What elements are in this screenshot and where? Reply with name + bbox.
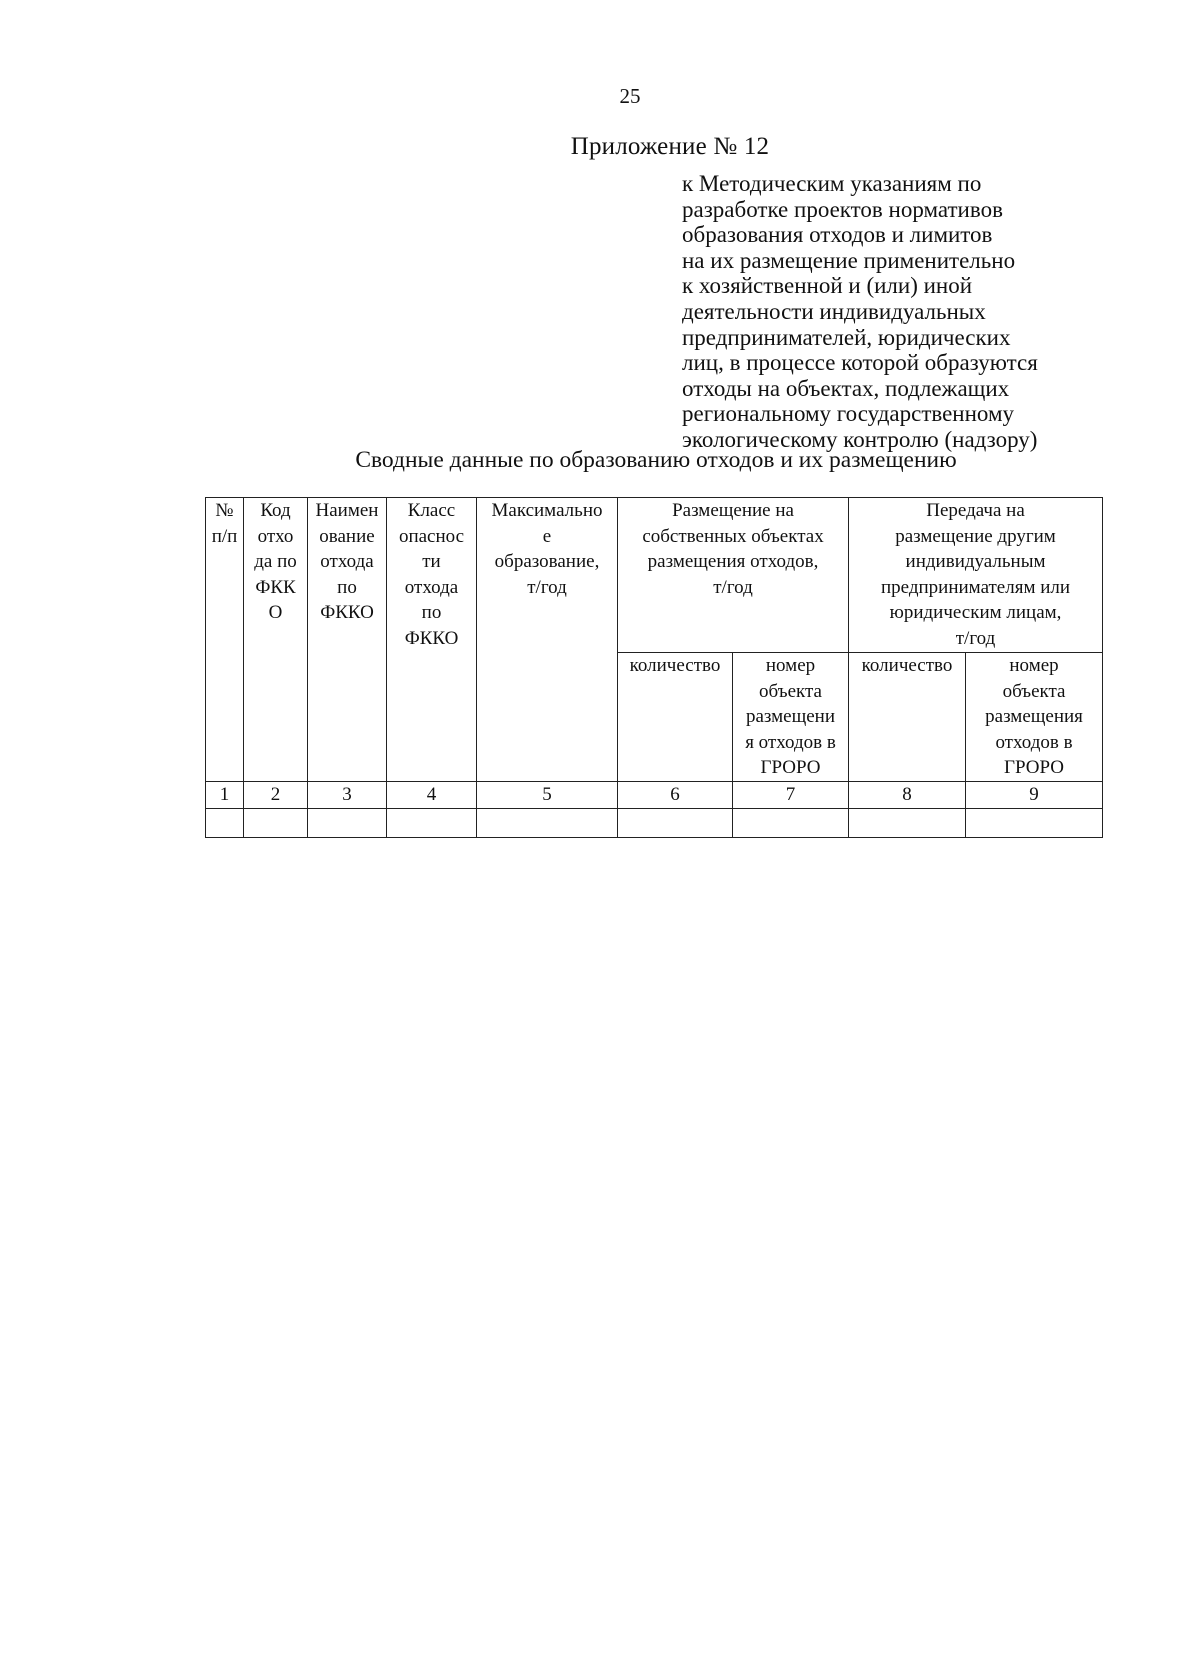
column-number-cell: 1 [206,782,244,809]
table-cell [244,809,308,838]
column-number-cell: 3 [308,782,387,809]
table-title: Сводные данные по образованию отходов и их размещению [355,447,957,473]
column-number-cell: 4 [387,782,477,809]
header-cell-transfer: Передача на размещение другим индивидуальным предпринимателям или юридическим лицам, т/год [849,498,1103,653]
table-cell [966,809,1103,838]
table-cell [733,809,849,838]
header-cell-max-generation: Максимально е образование, т/год [477,498,618,782]
column-number-cell: 2 [244,782,308,809]
header-cell-hazard-class: Класс опаснос ти отхода по ФККО [387,498,477,782]
column-number-cell: 7 [733,782,849,809]
header-cell-transfer-quantity: количество [849,653,966,782]
column-number-cell: 9 [966,782,1103,809]
table-cell [849,809,966,838]
table-cell [308,809,387,838]
page-number: 25 [619,84,641,108]
summary-table [205,497,1103,838]
column-number-cell: 5 [477,782,618,809]
table-cell [618,809,733,838]
column-number-row [206,782,1103,809]
header-cell-own-placement: Размещение на собственных объектах размещения отходов, т/год [618,498,849,653]
column-number-cell: 8 [849,782,966,809]
table-cell [387,809,477,838]
column-number-cell: 6 [618,782,733,809]
header-cell-own-quantity: количество [618,653,733,782]
annex-title: Приложение № 12 [570,133,770,160]
header-cell-own-groro-number: номер объекта размещени я отходов в ГРОРО [733,653,849,782]
header-cell-waste-name: Наимен ование отхода по ФККО [308,498,387,782]
header-cell-waste-code: Код отхо да по ФКК О [244,498,308,782]
annex-subtitle: к Методическим указаниям по разработке проектов нормативов образования отходов и лимитов на их размещение применительно к хозяйственной и (или) иной деятельности индивидуальных предпринимателей, юридических лиц, в процессе которой образуются отходы на объектах, подлежащих региональному государственному экологическому контролю (надзору) [682,171,1038,452]
empty-data-row [206,809,1103,838]
header-cell-transfer-groro-number: номер объекта размещения отходов в ГРОРО [966,653,1103,782]
table-cell [477,809,618,838]
header-row-top [206,498,1103,653]
table-cell [206,809,244,838]
header-cell-number: № п/п [206,498,244,782]
